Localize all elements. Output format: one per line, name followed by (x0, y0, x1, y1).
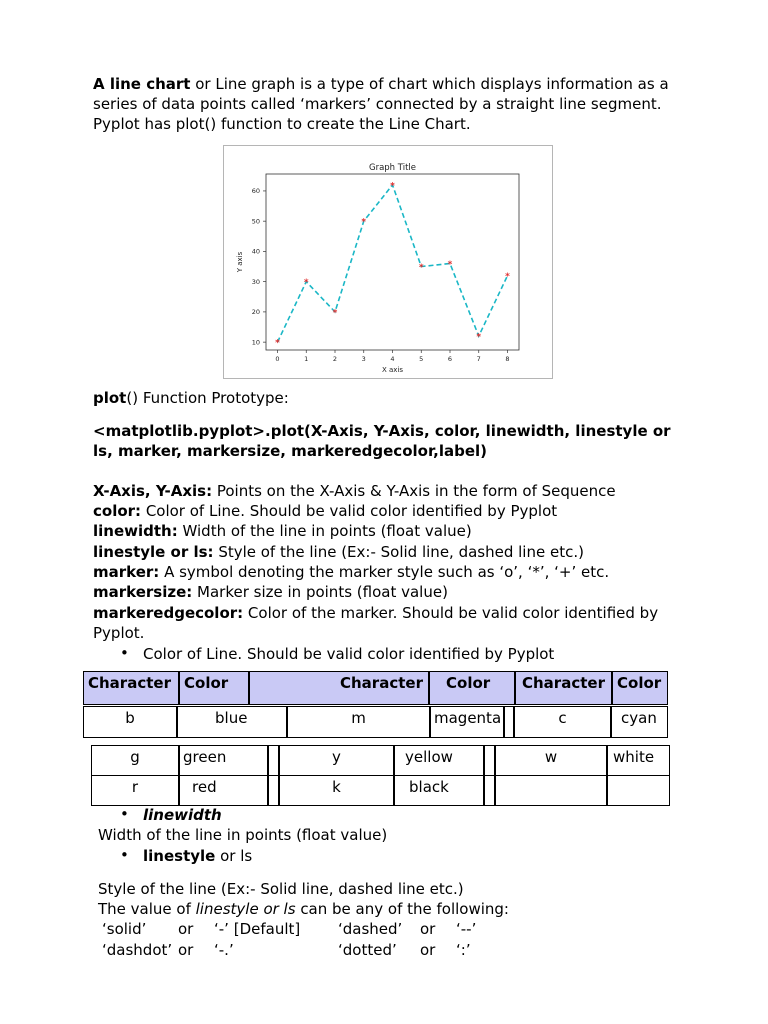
intro-line-3: Pyplot has plot() function to create the Line Chart. (93, 115, 471, 133)
plot-area (266, 174, 519, 350)
table-cell: r (91, 775, 179, 806)
param-tail: Pyplot. (93, 624, 145, 642)
x-tick-label: 2 (332, 355, 338, 363)
table-header-cell: Character (83, 671, 179, 705)
param-desc: Color of Line. Should be valid color identified by Pyplot (141, 502, 558, 520)
proto-bold: plot (93, 389, 127, 407)
x-tick-label: 6 (447, 355, 453, 363)
bullet-dot-icon: • (120, 846, 129, 864)
option-dash-default: ‘-’ [Default] (214, 920, 301, 938)
param-desc: Marker size in points (float value) (192, 583, 448, 601)
signature-line-2: ls, marker, markersize, markeredgecolor,label) (93, 442, 488, 460)
table-cell: k (279, 775, 394, 806)
option-or: or (420, 941, 436, 959)
linewidth-bullet: linewidth (143, 806, 222, 824)
chart-figure (223, 145, 553, 379)
values-italic: linestyle or ls (195, 900, 296, 918)
data-point-marker: * (418, 263, 424, 274)
table-cell: white (607, 745, 670, 776)
option-colon: ‘:’ (456, 941, 471, 959)
linestyle-desc: Style of the line (Ex:- Solid line, dashed line etc.) (98, 880, 464, 898)
linewidth-desc: Width of the line in points (float value) (98, 826, 388, 844)
bullet-dot-icon: • (120, 644, 129, 662)
param-desc: Color of the marker. Should be valid color identified by (243, 604, 659, 622)
y-tick-label: 40 (251, 247, 260, 256)
table-cell: w (495, 745, 607, 776)
table-cell-spacer (268, 745, 279, 776)
y-axis-label: Y axis (236, 251, 244, 273)
table-cell: blue (177, 706, 287, 738)
param-markersize (93, 582, 448, 602)
option-or: or (178, 920, 194, 938)
data-point-marker: * (447, 260, 453, 271)
param-name: color: (93, 502, 142, 520)
param-linewidth (93, 521, 472, 541)
x-tick-label: 3 (361, 355, 366, 363)
option-dashdot: ‘dashdot’ (102, 941, 173, 959)
data-point-marker: * (476, 332, 482, 343)
y-tick-label: 60 (251, 187, 260, 196)
x-tick-label: 5 (419, 355, 424, 363)
param-name: linestyle or ls: (93, 543, 214, 561)
param-name: markeredgecolor: (93, 604, 244, 622)
proto-rest: () Function Prototype: (126, 389, 289, 407)
param-color (93, 501, 557, 521)
values-pre: The value of (98, 900, 196, 918)
linestyle-rest: or ls (215, 847, 253, 865)
bullet-dot-icon: • (120, 805, 129, 823)
x-tick-label: 4 (390, 355, 395, 363)
y-tick-label: 10 (251, 338, 260, 347)
option-double-dash: ‘--’ (456, 920, 477, 938)
param-markeredgecolor (93, 603, 658, 623)
option-dashed: ‘dashed’ (338, 920, 403, 938)
param-name: X-Axis, Y-Axis: (93, 482, 213, 500)
line-chart (224, 146, 552, 378)
param-xy (93, 481, 616, 501)
param-desc: A symbol denoting the marker style such as ‘o’, ‘*’, ‘+’ etc. (159, 563, 610, 581)
table-cell-spacer (268, 775, 279, 806)
linestyle-bullet (143, 846, 252, 866)
param-name: markersize: (93, 583, 193, 601)
y-tick-label: 20 (251, 308, 260, 317)
table-cell: b (83, 706, 177, 738)
x-tick-label: 7 (476, 355, 481, 363)
param-name: marker: (93, 563, 160, 581)
table-cell: yellow (394, 745, 484, 776)
table-cell-spacer (504, 706, 514, 738)
table-cell: g (91, 745, 179, 776)
data-point-marker: * (332, 308, 338, 319)
table-cell-spacer (484, 745, 495, 776)
table-cell: m (287, 706, 430, 738)
x-tick-label: 8 (505, 355, 510, 363)
option-solid: ‘solid’ (102, 920, 147, 938)
y-tick-label: 30 (251, 277, 260, 286)
intro-line-2: series of data points called ‘markers’ connected by a straight line segment. (93, 95, 662, 113)
table-header-cell: Color (429, 671, 515, 705)
option-dashdot-symbol: ‘-.’ (214, 941, 234, 959)
intro-rest: or Line graph is a type of chart which displays information as a (190, 75, 669, 93)
table-header-cell: Color (179, 671, 249, 705)
x-tick-label: 1 (304, 355, 309, 363)
table-cell: black (394, 775, 484, 806)
table-cell-spacer (484, 775, 495, 806)
chart-title: Graph Title (369, 163, 416, 173)
table-cell (607, 775, 670, 806)
table-cell (495, 775, 607, 806)
data-point-marker: * (505, 272, 510, 283)
param-marker (93, 562, 609, 582)
prototype-heading (93, 388, 289, 408)
linestyle-values-intro (98, 899, 509, 919)
signature-line-1: <matplotlib.pyplot>.plot(X-Axis, Y-Axis, color, linewidth, linestyle or (93, 422, 671, 440)
option-or: or (178, 941, 194, 959)
table-cell: magenta (430, 706, 504, 738)
param-desc: Width of the line in points (float value) (177, 522, 472, 540)
data-point-marker: * (390, 181, 395, 192)
table-cell: red (179, 775, 268, 806)
table-header-cell: Color (612, 671, 668, 705)
option-or: or (420, 920, 436, 938)
y-tick-label: 50 (251, 217, 260, 226)
param-desc: Style of the line (Ex:- Solid line, dashed line etc.) (213, 543, 584, 561)
table-cell: green (179, 745, 268, 776)
option-dotted: ‘dotted’ (338, 941, 397, 959)
table-cell: y (279, 745, 394, 776)
param-desc: Points on the X-Axis & Y-Axis in the form of Sequence (212, 482, 616, 500)
intro-bold: A line chart (93, 75, 191, 93)
table-cell: c (514, 706, 611, 738)
table-cell: cyan (611, 706, 668, 738)
data-point-marker: * (275, 338, 280, 349)
param-name: linewidth: (93, 522, 178, 540)
data-point-marker: * (361, 217, 367, 228)
intro-line-1 (93, 74, 669, 94)
values-post: can be any of the following: (295, 900, 509, 918)
x-tick-label: 0 (275, 355, 280, 363)
linestyle-bold: linestyle (143, 847, 216, 865)
table-header-cell: Character (515, 671, 612, 705)
table-header-cell: Character (249, 671, 429, 705)
data-point-marker: * (303, 278, 309, 289)
x-axis-label: X axis (381, 366, 404, 374)
bullet-color-text: Color of Line. Should be valid color identified by Pyplot (143, 645, 555, 663)
param-linestyle (93, 542, 584, 562)
